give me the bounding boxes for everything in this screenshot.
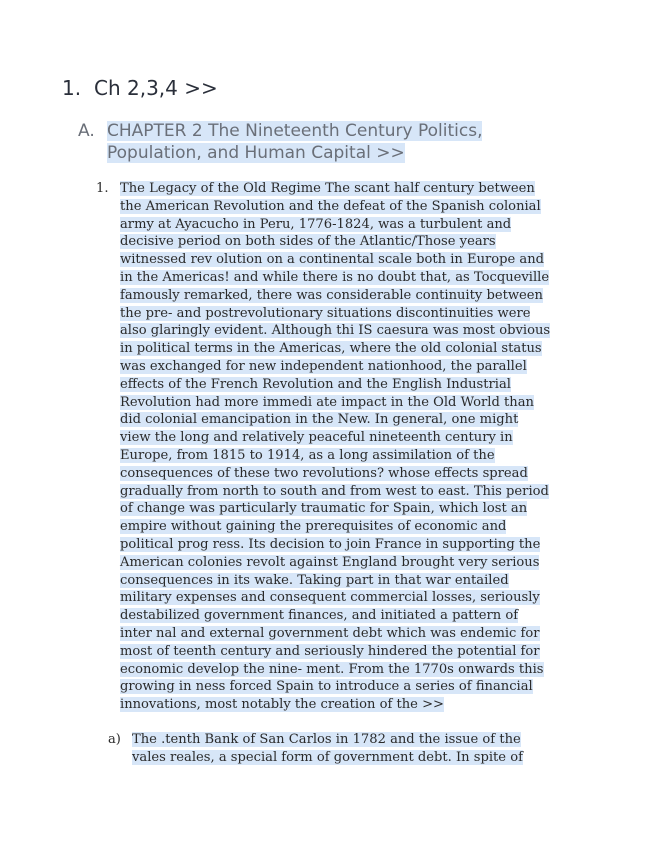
heading-level-1 <box>62 76 218 100</box>
text-line: Revolution had more immedi ate impact in the Old World than <box>120 394 534 410</box>
heading-marker: A. <box>78 121 95 141</box>
text-line: The Legacy of the Old Regime The scant half century between <box>120 181 535 196</box>
heading-text: Ch 2,3,4 >> <box>94 76 218 100</box>
text-line: effects of the French Revolution and the English Industrial <box>120 376 511 392</box>
text-line: inter nal and external government debt which was endemic for <box>120 625 540 641</box>
heading-level-2 <box>78 120 538 164</box>
text-line: military expenses and consequent commercial losses, seriously <box>120 590 540 606</box>
text-line: political prog ress. Its decision to join France in supporting the <box>120 536 541 552</box>
text-line: innovations, most notably the creation of the >> <box>120 697 445 713</box>
text-line: army at Ayacucho in Peru, 1776-1824, was a turbulent and <box>120 216 512 232</box>
text-line: gradually from north to south and from west to east. This period <box>120 483 549 499</box>
text-line: the American Revolution and the defeat of the Spanish colonial <box>120 198 541 214</box>
text-line: witnessed rev olution on a continental scale both in Europe and <box>120 252 545 268</box>
text-line: also glaringly evident. Although thi IS caesura was most obvious <box>120 323 551 339</box>
text-line: in the Americas! and while there is no doubt that, as Tocqueville <box>120 269 550 285</box>
text-line: decisive period on both sides of the Atlantic/Those years <box>120 234 496 250</box>
paragraph-text <box>132 731 578 767</box>
text-line: American colonies revolt against England brought very serious <box>120 554 540 570</box>
list-marker: 1. <box>96 181 109 196</box>
text-line: consequences in its wake. Taking part in that war entailed <box>120 572 509 588</box>
text-line: consequences of these two revolutions? whose effects spread <box>120 465 528 481</box>
text-line: Europe, from 1815 to 1914, as a long assimilation of the <box>120 447 495 463</box>
text-line: vales reales, a special form of government debt. In spite of <box>132 749 523 765</box>
text-line: economic develop the nine- ment. From the 1770s onwards this <box>120 661 544 677</box>
list-item <box>96 180 581 714</box>
text-line: view the long and relatively peaceful nineteenth century in <box>120 430 513 446</box>
heading-number: 1. <box>62 76 82 100</box>
text-line: empire without gaining the prerequisites of economic and <box>120 519 507 535</box>
text-line: famously remarked, there was considerable continuity between <box>120 287 543 303</box>
heading-text: CHAPTER 2 The Nineteenth Century Politics, Population, and Human Capital >> <box>107 121 483 163</box>
list-marker: a) <box>108 732 121 747</box>
list-item <box>108 731 578 767</box>
text-line: destabilized government finances, and initiated a pattern of <box>120 608 519 624</box>
text-line: the pre- and postrevolutionary situations discontinuities were <box>120 305 531 321</box>
text-line: growing in ness forced Spain to introduce a series of financial <box>120 679 533 695</box>
text-line: of change was particularly traumatic for Spain, which lost an <box>120 501 528 517</box>
text-line: The .tenth Bank of San Carlos in 1782 and the issue of the <box>132 732 521 747</box>
text-line: in political terms in the Americas, where the old colonial status <box>120 341 542 357</box>
text-line: most of teenth century and seriously hindered the potential for <box>120 643 540 659</box>
text-line: was exchanged for new independent nationhood, the parallel <box>120 358 527 374</box>
paragraph-text <box>120 180 581 714</box>
text-line: did colonial emancipation in the New. In general, one might <box>120 412 519 428</box>
